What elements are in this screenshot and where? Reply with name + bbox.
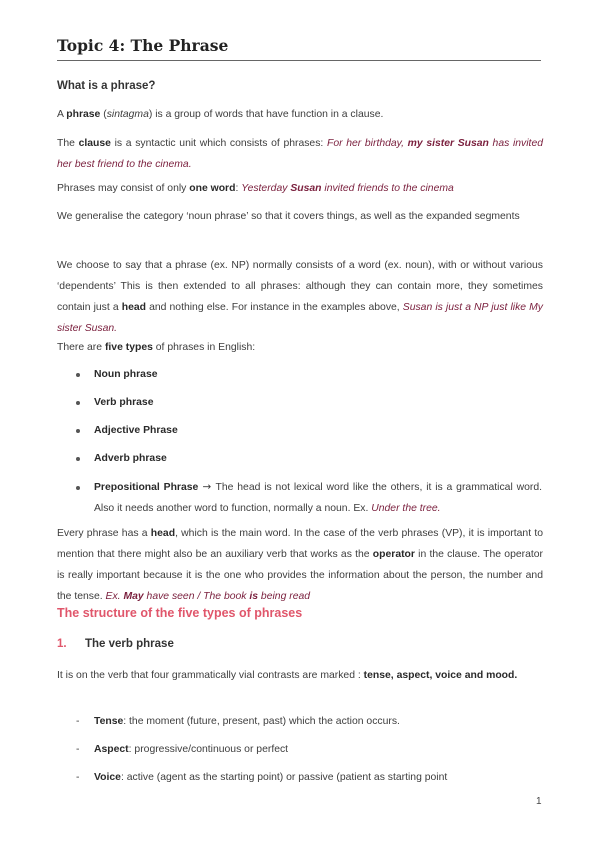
- term-contrasts: tense, aspect, voice and mood.: [363, 670, 518, 681]
- list-item-content: [94, 477, 542, 519]
- document-title: Topic 4: The Phrase: [57, 36, 229, 55]
- text: : progressive/continuous or perfect: [128, 744, 289, 755]
- text: A: [57, 109, 67, 120]
- text: : active (agent as the starting point) or passive (patient as starting point: [120, 772, 448, 783]
- dash-marker: -: [76, 744, 80, 755]
- text: There are: [57, 342, 105, 353]
- example: have seen / The book: [143, 591, 250, 602]
- paragraph-definition: [57, 104, 543, 125]
- bullet-icon: [76, 457, 80, 461]
- paragraph-head: [57, 255, 543, 339]
- example: Under the tree.: [371, 503, 441, 514]
- text: in the clause. The operator is really important because it is the one who provides the information about the person, the number and the tense.: [57, 549, 543, 602]
- example: being read: [258, 591, 311, 602]
- list-item-label: Verb phrase: [94, 397, 154, 408]
- example: Yesterday: [241, 183, 291, 194]
- text: , which is the main word. In the case of the verb phrases (VP), it is important to mention that there might also be an auxiliary verb that works as the: [57, 528, 543, 560]
- term-head: head: [121, 302, 146, 313]
- list-item-label: Prepositional Phrase: [94, 482, 199, 493]
- term-five-types: five types: [104, 342, 153, 353]
- dash-marker: -: [76, 716, 80, 727]
- dash-item-term: Aspect: [94, 744, 129, 755]
- example: For her birthday,: [326, 138, 408, 149]
- example-highlight: my sister Susan: [407, 138, 489, 149]
- example: has invited her best friend to the cinema.: [57, 138, 544, 170]
- dash-marker: -: [76, 772, 80, 783]
- paragraph-contrasts: [57, 665, 543, 686]
- text: and nothing else. For instance in the examples above,: [146, 302, 403, 313]
- text: :: [235, 183, 242, 194]
- example-highlight: is: [249, 591, 259, 602]
- paragraph-five-types: [57, 337, 543, 358]
- dash-item-content: [94, 767, 447, 788]
- text: (: [100, 109, 107, 120]
- term-head: head: [150, 528, 176, 539]
- text: Every phrase has a: [57, 528, 151, 539]
- text: The: [57, 138, 79, 149]
- dash-item-content: [94, 711, 400, 732]
- title-rule: [57, 60, 541, 61]
- term-phrase: phrase: [66, 109, 101, 120]
- text: ) is a group of words that have function in a clause.: [148, 109, 384, 120]
- dash-item-term: Tense: [94, 716, 124, 727]
- text: The head is not lexical word like the others, it is a grammatical word. Also it needs another word to function, normally a noun. Ex.: [94, 482, 542, 514]
- what-is-phrase-heading: What is a phrase?: [57, 80, 156, 92]
- text: We choose to say that a phrase (ex. NP) normally consists of a word (ex. noun), with or without various ‘dependents’ This is then extended to all phrases: although they can contain more, they sometimes contain just a: [57, 260, 543, 313]
- subsection-title: The verb phrase: [85, 638, 174, 650]
- bullet-icon: [76, 486, 80, 490]
- paragraph-generalise: We generalise the category ‘noun phrase’ so that it covers things, as well as the expanded segments: [57, 211, 520, 222]
- paragraph-operator: [57, 523, 543, 607]
- section-heading: The structure of the five types of phrases: [57, 606, 303, 620]
- dash-item-content: [94, 739, 288, 760]
- example: Ex.: [105, 591, 124, 602]
- subsection-heading: [57, 638, 174, 650]
- paragraph-one-word: [57, 178, 543, 199]
- term-clause: clause: [78, 138, 111, 149]
- subsection-number: 1.: [57, 638, 67, 650]
- text: of phrases in English:: [152, 342, 256, 353]
- arrow-right-icon: →: [198, 481, 216, 493]
- bullet-icon: [76, 373, 80, 377]
- example: Susan is just a NP just like My sister Susan.: [57, 302, 543, 334]
- bullet-icon: [76, 429, 80, 433]
- example-highlight: Susan: [290, 183, 322, 194]
- list-item-label: Adverb phrase: [94, 453, 167, 464]
- text: Phrases may consist of only: [57, 183, 190, 194]
- term-operator: operator: [372, 549, 415, 560]
- text: It is on the verb that four grammatically vial contrasts are marked :: [57, 670, 364, 681]
- page-number: 1: [536, 796, 542, 807]
- term-sintagma: sintagma: [106, 109, 149, 120]
- dash-item-term: Voice: [94, 772, 121, 783]
- list-item-label: Noun phrase: [94, 369, 158, 380]
- text: is a syntactic unit which consists of phrases:: [110, 138, 327, 149]
- example-highlight: May: [123, 591, 144, 602]
- paragraph-clause: [57, 133, 543, 175]
- list-item-label: Adjective Phrase: [94, 425, 178, 436]
- bullet-icon: [76, 401, 80, 405]
- example: invited friends to the cinema: [321, 183, 454, 194]
- term-one-word: one word: [189, 183, 236, 194]
- text: : the moment (future, present, past) which the action occurs.: [123, 716, 400, 727]
